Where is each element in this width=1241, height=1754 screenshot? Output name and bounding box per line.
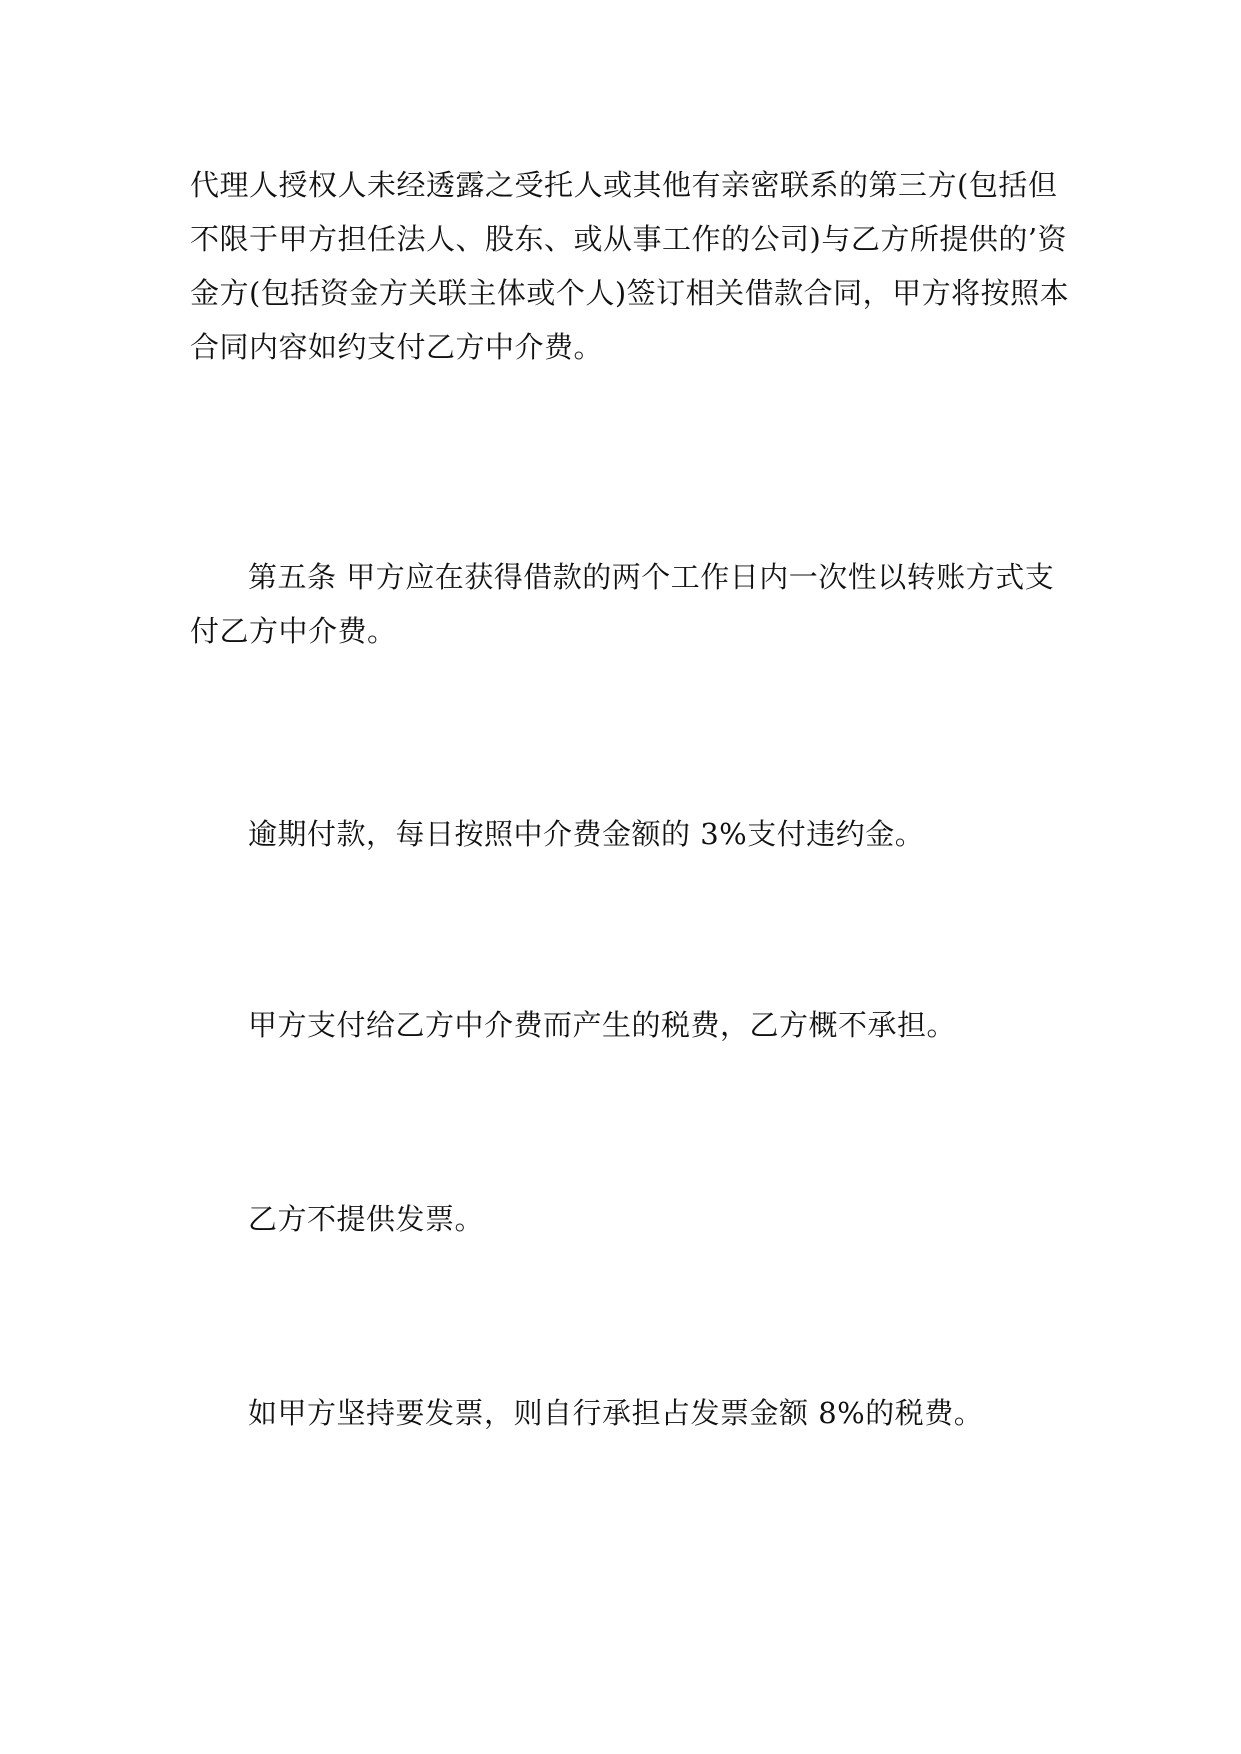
paragraph-line: 如甲方坚持要发票，则自行承担占发票金额 8%的税费。 xyxy=(248,1396,984,1430)
paragraph-article-five xyxy=(190,550,1060,658)
paragraph-line: 付乙方中介费。 xyxy=(190,614,397,648)
paragraph-late-payment xyxy=(190,807,1060,861)
paragraph-third-party-contract xyxy=(190,158,1070,374)
paragraph-line: 第五条 甲方应在获得借款的两个工作日内一次性以转账方式支 xyxy=(248,560,1055,594)
paragraph-line: 逾期付款，每日按照中介费金额的 3%支付违约金。 xyxy=(248,817,925,851)
paragraph-invoice-tax xyxy=(190,1386,1060,1440)
paragraph-no-invoice xyxy=(190,1192,1060,1246)
paragraph-line: 代理人授权人未经透露之受托人或其他有亲密联系的第三方(包括但 xyxy=(190,168,1058,202)
paragraph-taxes xyxy=(190,998,1060,1052)
paragraph-line: 金方(包括资金方关联主体或个人)签订相关借款合同，甲方将按照本 xyxy=(190,276,1070,310)
paragraph-line: 乙方不提供发票。 xyxy=(248,1202,485,1236)
paragraph-line: 合同内容如约支付乙方中介费。 xyxy=(190,330,604,364)
paragraph-line: 甲方支付给乙方中介费而产生的税费，乙方概不承担。 xyxy=(248,1008,957,1042)
paragraph-line: 不限于甲方担任法人、股东、或从事工作的公司)与乙方所提供的’资 xyxy=(190,222,1068,256)
